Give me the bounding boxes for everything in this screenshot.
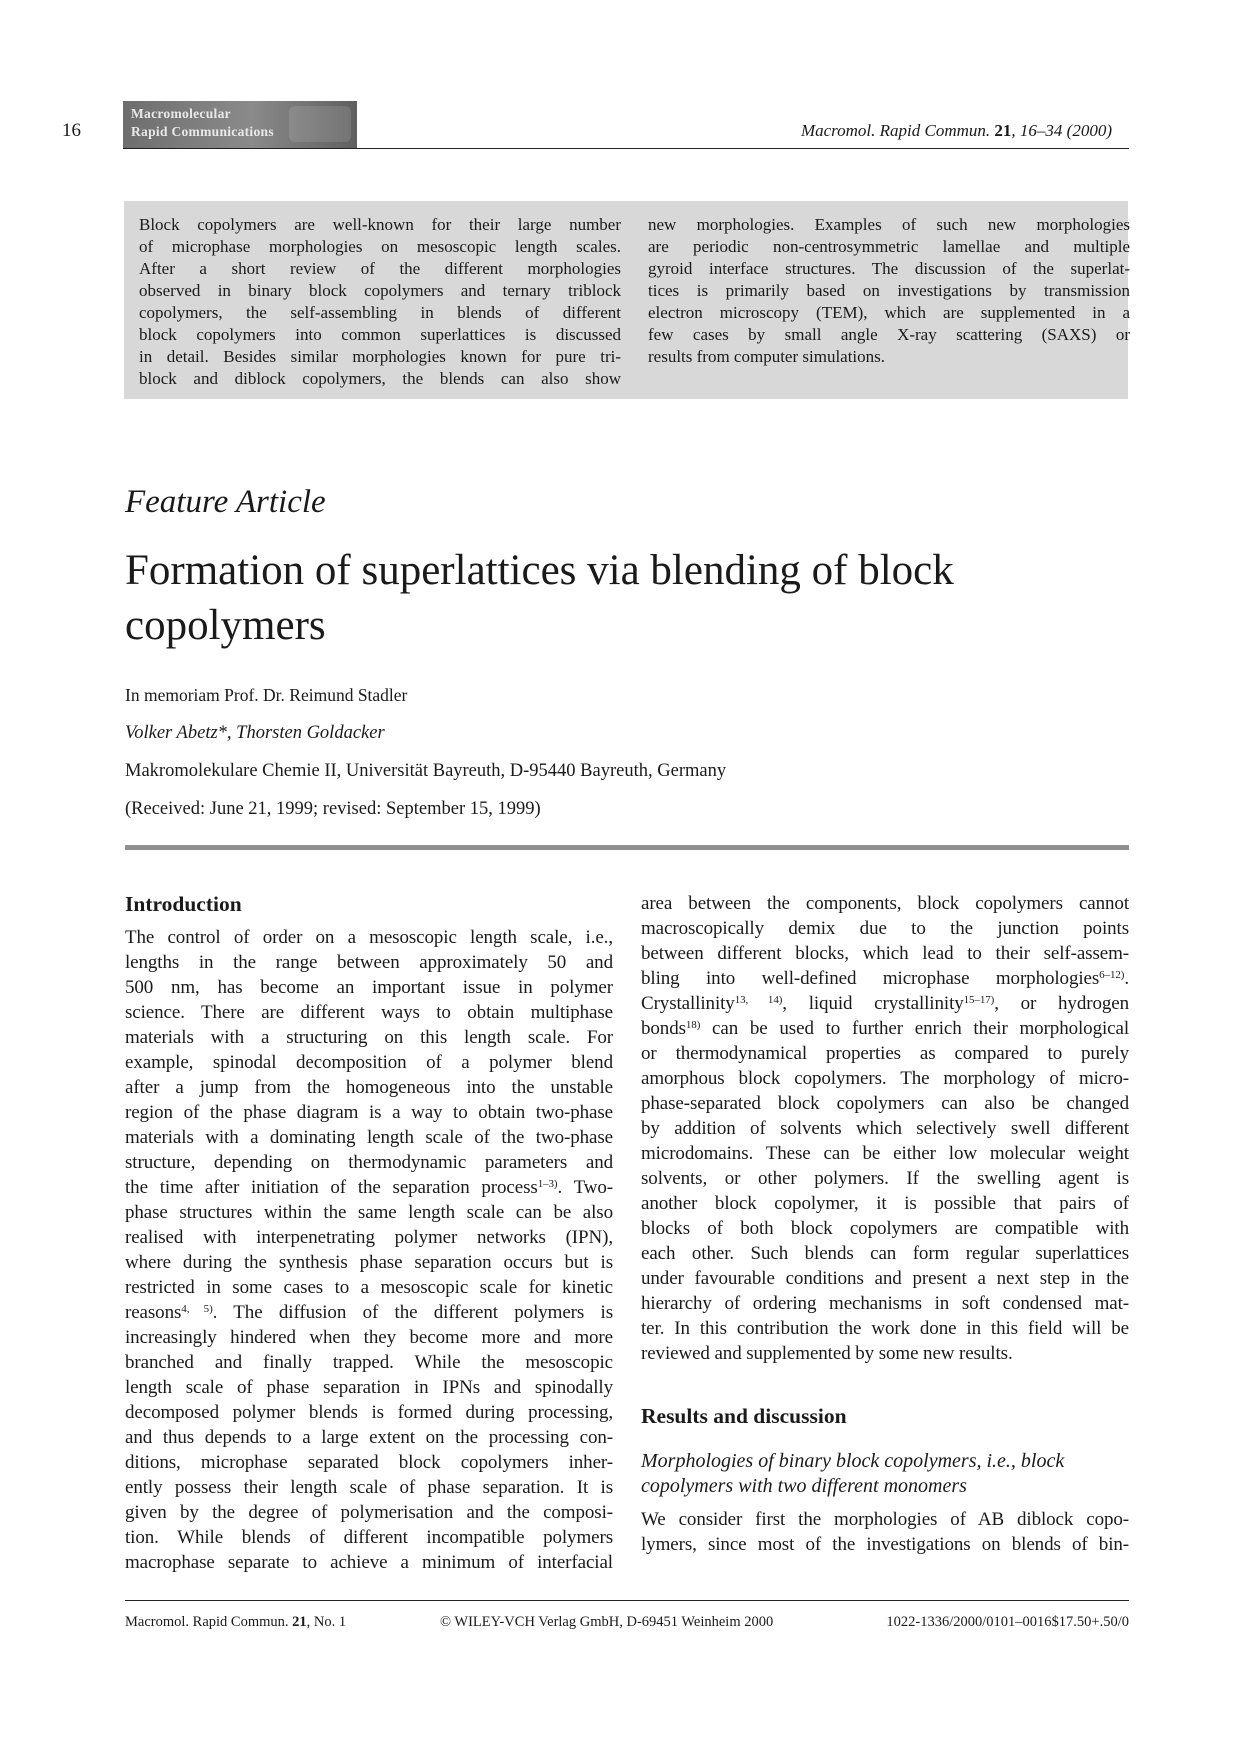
- abstract-box: [124, 201, 1128, 399]
- abstract-line: Block copolymers are well-known for their large number: [139, 215, 621, 234]
- body-line: length scale of phase separation in IPNs and spinodally: [125, 1377, 613, 1398]
- body-line: bonds$^{18)}$ can be used to further enrich their morphological: [641, 1018, 1129, 1039]
- body-line: macrophase separate to achieve a minimum of interfacial: [125, 1552, 613, 1573]
- body-line: decomposed polymer blends is formed during processing,: [125, 1402, 613, 1423]
- abstract-line: gyroid interface structures. The discussion of the superlat-: [648, 259, 1130, 278]
- abstract-column-2: [648, 214, 1130, 368]
- abstract-line: few cases by small angle X-ray scattering (SAXS) or: [648, 325, 1130, 344]
- body-line: and thus depends to a large extent on the processing con-: [125, 1427, 613, 1448]
- body-line: given by the degree of polymerisation and the composi-: [125, 1502, 613, 1523]
- results-heading: Results and discussion: [641, 1404, 847, 1428]
- received-dates: (Received: June 21, 1999; revised: September 15, 1999): [125, 799, 541, 819]
- abstract-line: in detail. Besides similar morphologies known for pure tri-: [139, 347, 621, 366]
- body-line: by addition of solvents which selectively swell different: [641, 1118, 1129, 1139]
- body-line: solvents, or other polymers. If the swelling agent is: [641, 1168, 1129, 1189]
- body-line: after a jump from the homogeneous into the unstable: [125, 1077, 613, 1098]
- body-line: structure, depending on thermodynamic parameters and: [125, 1152, 613, 1173]
- footer-issn: 1022-1336/2000/0101–0016$17.50+.50/0: [886, 1614, 1129, 1630]
- abstract-line: block copolymers into common superlattices is discussed: [139, 325, 621, 344]
- abstract-line: of microphase morphologies on mesoscopic length scales.: [139, 237, 621, 256]
- body-line: between different blocks, which lead to their self-assem-: [641, 943, 1129, 964]
- citation-ref: 18): [685, 1019, 701, 1031]
- body-line: area between the components, block copolymers cannot: [641, 893, 1129, 914]
- abstract-line: tices is primarily based on investigations by transmission: [648, 281, 1130, 300]
- body-line: another block copolymer, it is possible that pairs of: [641, 1193, 1129, 1214]
- subsection-heading: Morphologies of binary block copolymers, i.e., block copolymers with two different monomers: [641, 1450, 1065, 1497]
- title-line-2: copolymers: [125, 602, 326, 649]
- body-line: or thermodynamical properties as compared to purely: [641, 1043, 1129, 1064]
- article-title: [125, 543, 1025, 653]
- affiliation: Makromolekulare Chemie II, Universität Bayreuth, D-95440 Bayreuth, Germany: [125, 761, 727, 781]
- body-line: hierarchy of ordering mechanisms in soft condensed mat-: [641, 1293, 1129, 1314]
- authors: Volker Abetz*, Thorsten Goldacker: [125, 723, 385, 743]
- logo-line-1: Macromolecular: [131, 106, 231, 121]
- body-line: bling into well-defined microphase morphologies$^{6-12)}$.: [641, 968, 1129, 989]
- abstract-line: are periodic non-centrosymmetric lamellae and multiple: [648, 237, 1130, 256]
- introduction-heading: Introduction: [125, 892, 242, 916]
- body-line: reasons$^{4, 5)}$. The diffusion of the different polymers is: [125, 1302, 613, 1323]
- abstract-line: After a short review of the different morphologies: [139, 259, 621, 278]
- body-line: phase-separated block copolymers can also be changed: [641, 1093, 1129, 1114]
- journal-reference: Macromol. Rapid Commun. 21, 16–34 (2000): [800, 121, 1112, 140]
- footer-copyright: © WILEY-VCH Verlag GmbH, D-69451 Weinheim 2000: [440, 1614, 774, 1630]
- section-divider: [125, 845, 1129, 850]
- abstract-line: new morphologies. Examples of such new morphologies: [648, 215, 1130, 234]
- journal-logo: [123, 101, 357, 149]
- citation-ref: 1–3): [537, 1178, 558, 1190]
- abstract-line: observed in binary block copolymers and ternary triblock: [139, 281, 621, 300]
- abstract-line: copolymers, the self-assembling in blends of different: [139, 303, 621, 322]
- body-line: under favourable conditions and present a next step in the: [641, 1268, 1129, 1289]
- citation-ref: 6–12): [1099, 969, 1125, 981]
- body-line: science. There are different ways to obtain multiphase: [125, 1002, 613, 1023]
- body-line: branched and finally trapped. While the mesoscopic: [125, 1352, 613, 1373]
- page-number: 16: [62, 120, 81, 141]
- body-line: lengths in the range between approximately 50 and: [125, 952, 613, 973]
- body-line: ter. In this contribution the work done in this field will be: [641, 1318, 1129, 1339]
- body-line: amorphous block copolymers. The morphology of micro-: [641, 1068, 1129, 1089]
- footer-citation: Macromol. Rapid Commun. 21, No. 1: [125, 1614, 347, 1630]
- body-line: realised with interpenetrating polymer networks (IPN),: [125, 1227, 613, 1248]
- body-line: phase structures within the same length scale can be also: [125, 1202, 613, 1223]
- body-line: ditions, microphase separated block copolymers inher-: [125, 1452, 613, 1473]
- body-line: lymers, since most of the investigations on blends of bin-: [641, 1534, 1129, 1555]
- body-line: example, spinodal decomposition of a polymer blend: [125, 1052, 613, 1073]
- body-line: the time after initiation of the separation process$^{1-3)}$. Two-: [125, 1177, 614, 1198]
- body-line: The control of order on a mesoscopic length scale, i.e.,: [125, 927, 613, 948]
- body-line: where during the synthesis phase separation occurs but is: [125, 1252, 613, 1273]
- body-line: materials with a structuring on this length scale. For: [125, 1027, 613, 1048]
- body-column-left: [125, 891, 613, 1575]
- body-line: region of the phase diagram is a way to obtain two-phase: [125, 1102, 613, 1123]
- body-column-right: [641, 891, 1129, 1557]
- body-line: macroscopically demix due to the junction points: [641, 918, 1129, 939]
- logo-line-2: Rapid Communications: [131, 124, 274, 139]
- citation-ref: 4, 5): [181, 1303, 213, 1315]
- body-line: reviewed and supplemented by some new results.: [641, 1343, 1013, 1364]
- body-line: each other. Such blends can form regular superlattices: [641, 1243, 1129, 1264]
- abstract-line: electron microscopy (TEM), which are supplemented in a: [648, 303, 1130, 322]
- body-line: tion. While blends of different incompatible polymers: [125, 1527, 613, 1548]
- citation-ref: 15–17): [963, 994, 995, 1006]
- body-line: increasingly hindered when they become more and more: [125, 1327, 613, 1348]
- footer-rule: [125, 1600, 1129, 1601]
- body-line: ently possess their length scale of phase separation. It is: [125, 1477, 613, 1498]
- dedication: In memoriam Prof. Dr. Reimund Stadler: [125, 685, 408, 705]
- body-line: blocks of both block copolymers are compatible with: [641, 1218, 1129, 1239]
- body-line: Crystallinity$^{13, 14)}$, liquid crystallinity$^{15-17)}$, or hydrogen: [641, 993, 1129, 1014]
- title-line-1: Formation of superlattices via blending of block: [125, 547, 954, 594]
- abstract-line: results from computer simulations.: [648, 347, 886, 366]
- abstract-line: block and diblock copolymers, the blends can also show: [139, 369, 621, 388]
- body-line: restricted in some cases to a mesoscopic scale for kinetic: [125, 1277, 613, 1298]
- article-type: Feature Article: [125, 484, 326, 520]
- body-line: microdomains. These can be either low molecular weight: [641, 1143, 1129, 1164]
- citation-ref: 13, 14): [734, 994, 783, 1006]
- body-line: We consider first the morphologies of AB diblock copo-: [641, 1509, 1129, 1530]
- abstract-column-1: [139, 214, 621, 390]
- logo-watermark-icon: [289, 106, 351, 142]
- header-rule: [123, 148, 1129, 149]
- body-line: materials with a dominating length scale of the two-phase: [125, 1127, 613, 1148]
- body-line: 500 nm, has become an important issue in polymer: [125, 977, 613, 998]
